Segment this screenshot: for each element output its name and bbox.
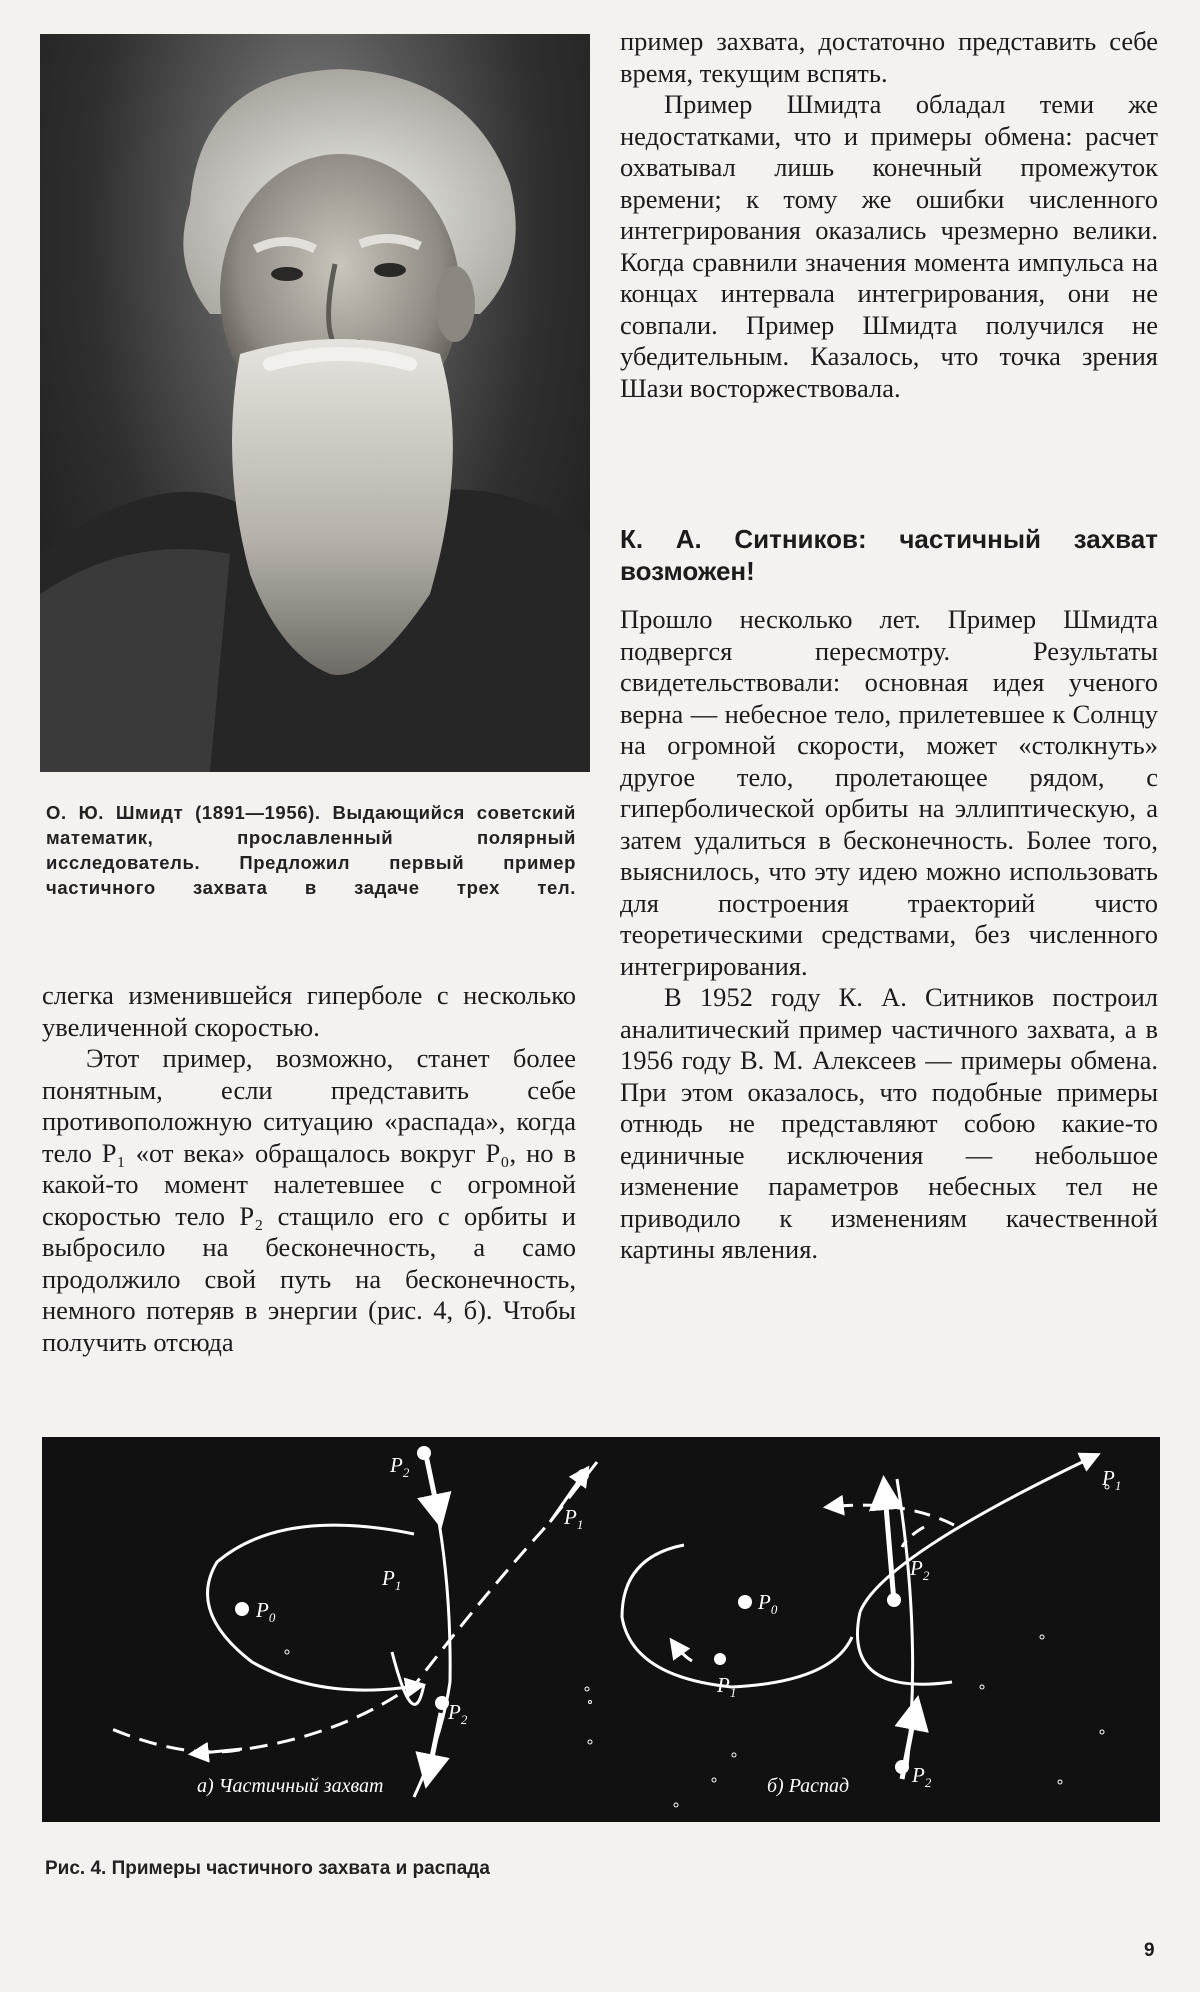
right-column-top bbox=[620, 26, 1158, 404]
p1-incoming-trajectory bbox=[107, 1462, 597, 1752]
figure-caption: Рис. 4. Примеры частичного захвата и распада bbox=[45, 1858, 490, 1879]
p1-body bbox=[577, 1469, 589, 1481]
panel-a-label-p2: $P_2$ bbox=[390, 1453, 410, 1480]
panel-a-label-p2-later: $P_2$ bbox=[448, 1700, 468, 1727]
panel-a-title: а) Частичный захват bbox=[197, 1775, 384, 1797]
panel-a-bodies bbox=[235, 1446, 589, 1710]
right-column-bottom bbox=[620, 604, 1158, 1266]
paragraph: Этот пример, возможно, станет более понятным, если представить себе противоположную ситуацию «распада», когда тело P₁ «от века» обращалось вокруг P₀, но в какой-то момент налетевшее с огромной скоростью тело P₂ стащило его с орбиты и выбросило на бесконечность, а само продолжило свой путь на бесконечность, немного потеряв в энергии (рис. 4, б). Чтобы получить отсюда bbox=[42, 1043, 576, 1357]
panel-b-title: б) Распад bbox=[767, 1775, 850, 1797]
panel-b-orbits bbox=[622, 1455, 1097, 1779]
section-heading: К. А. Ситников: частичный захват возможен! bbox=[620, 524, 1158, 586]
orbit-diagram bbox=[42, 1437, 1160, 1822]
panel-b-label-p2: $P_2$ bbox=[912, 1763, 932, 1790]
p0-body bbox=[235, 1602, 249, 1616]
panel-b-label-p1-escape: $P_1$ bbox=[1102, 1466, 1122, 1493]
portrait-illustration bbox=[40, 34, 590, 772]
p1-escape-trajectory bbox=[860, 1455, 1097, 1612]
paragraph: пример захвата, достаточно представить себе время, текущим вспять. bbox=[620, 26, 1158, 88]
p2-body bbox=[417, 1446, 431, 1460]
panel-a-label-p0: $P_0$ bbox=[256, 1598, 276, 1625]
p1-body bbox=[714, 1653, 726, 1665]
panel-a-orbits bbox=[107, 1452, 597, 1797]
p1-former-orbit bbox=[827, 1505, 954, 1525]
paragraph: В 1952 году К. А. Ситников построил аналитический пример частичного захвата, а в 1956 году В. М. Алексеев — примеры обмена. При этом оказалось, что подобные примеры отнюдь не представляют собою какие-то единичные исключения — небольшое изменение параметров небесных тел не приводило к изменениям качественной картины явления. bbox=[620, 982, 1158, 1264]
panel-a-label-p1: $P_1$ bbox=[382, 1566, 402, 1593]
p2-body bbox=[895, 1760, 909, 1774]
left-column bbox=[42, 980, 576, 1358]
panel-a-label-p1-incoming: $P_1$ bbox=[564, 1505, 584, 1532]
panel-b-label-p0: $P_0$ bbox=[758, 1590, 778, 1617]
p2-body-later bbox=[435, 1696, 449, 1710]
p0-body bbox=[738, 1595, 752, 1609]
p2-body-later bbox=[887, 1593, 901, 1607]
page-number: 9 bbox=[1144, 1940, 1155, 1961]
orbit-figure bbox=[42, 1437, 1160, 1822]
portrait-photo bbox=[40, 34, 590, 772]
paragraph: слегка изменившейся гиперболе с несколько увеличенной скоростью. bbox=[42, 980, 576, 1042]
p1-ellipse-orbit bbox=[622, 1545, 852, 1687]
paragraph: Прошло несколько лет. Пример Шмидта подвергся пересмотру. Результаты свидетельствовали: основная идея ученого верна — небесное тело, прилетевшее к Солнцу на огромной скорости, может «столкнуть» другое тело, пролетающее рядом, с гиперболической орбиты на эллиптическую, а затем удалиться в бесконечность. Более того, выяснилось, что эту идею можно использовать для построения траекторий чисто теоретическими средствами, без численного интегрирования. bbox=[620, 604, 1158, 981]
panel-b-label-p2-later: $P_2$ bbox=[910, 1556, 930, 1583]
panel-b-bodies bbox=[714, 1593, 909, 1774]
photo-caption: О. Ю. Шмидт (1891—1956). Выдающийся советский математик, прославленный полярный исследователь. Предложил первый пример частичного захвата в задаче трех тел. bbox=[46, 802, 576, 898]
panel-b-label-p1: $P_1$ bbox=[717, 1673, 737, 1700]
paragraph: Пример Шмидта обладал теми же недостатками, что и примеры обмена: расчет охватывал лишь конечный промежуток времени; к тому же ошибки численного интегрирования оказались чрезмерно велики. Когда сравнили значения момента импульса на концах интервала интегрирования, они не совпали. Пример Шмидта получился не убедительным. Казалось, что точка зрения Шази восторжествовала. bbox=[620, 89, 1158, 403]
